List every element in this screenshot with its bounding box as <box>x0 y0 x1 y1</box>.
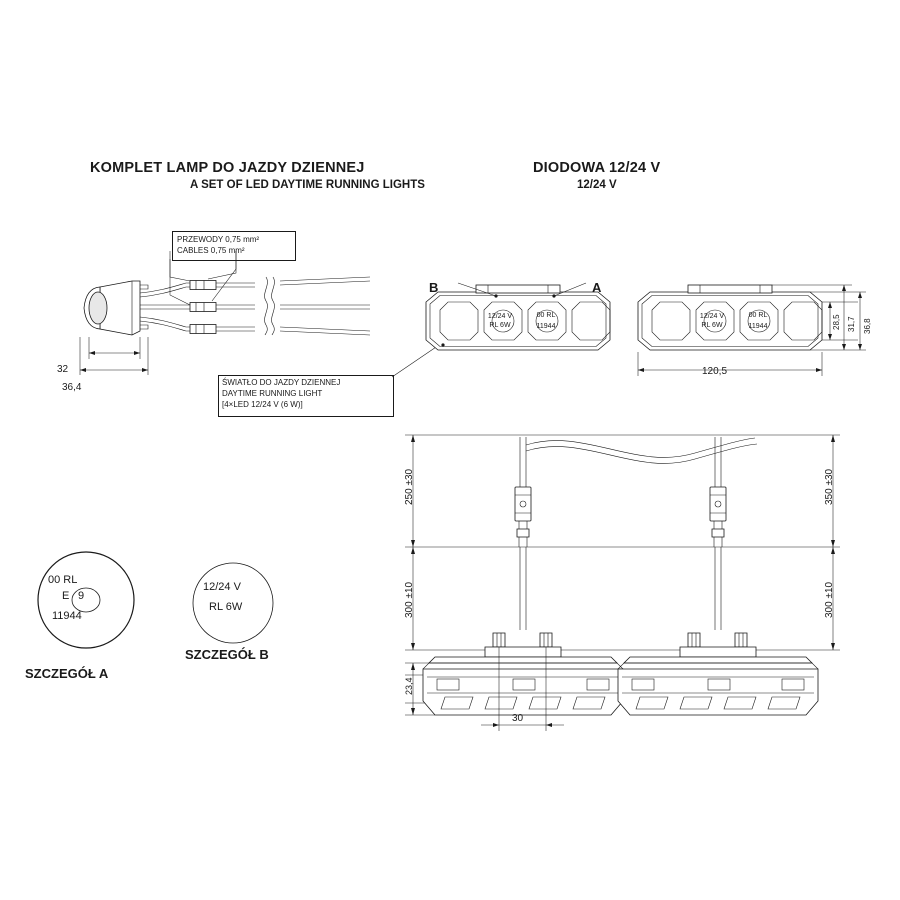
inline-connector-right <box>710 487 726 547</box>
drl-note-line3: [4×LED 12/24 V (6 W)] <box>222 400 303 409</box>
cable-run <box>520 437 757 487</box>
callout-a-label: A <box>592 280 602 295</box>
dim-cable-left-label: 250 ±30 <box>404 468 415 505</box>
drl-note-line1: ŚWIATŁO DO JAZDY DZIENNEJ <box>222 378 341 387</box>
dim-lamp-h-mid-label: 31,7 <box>847 316 856 332</box>
dim-body-height-label: 23,4 <box>404 677 414 695</box>
lamp-mark-r2-line2: RL 6W <box>701 322 723 329</box>
type-polish: DIODOWA 12/24 V <box>533 160 661 176</box>
lamp-mark-left-line2: RL 6W <box>489 322 511 329</box>
lamp-mark-r2-line4: 11944 <box>748 323 768 330</box>
dim-mount-spacing-label: 30 <box>512 713 524 724</box>
lamp-front-view-right <box>630 280 870 390</box>
callout-b-label: B <box>429 280 439 295</box>
dim-connector-depth <box>80 337 148 375</box>
detail-a-line3: 11944 <box>52 610 82 622</box>
connector-body <box>84 281 148 335</box>
dim-lamp-length <box>638 352 822 376</box>
lamp-assembly-left <box>423 633 623 715</box>
inline-connector-left <box>515 487 531 547</box>
dim-connector-width-label: 32 <box>57 364 69 375</box>
title-polish: KOMPLET LAMP DO JAZDY DZIENNEJ <box>90 160 365 176</box>
wire-bundle <box>140 277 370 335</box>
drl-note-line2: DAYTIME RUNNING LIGHT <box>222 389 323 398</box>
lamp-assembly-right <box>618 633 818 715</box>
lamp-mark-right-line1: 00 RL <box>536 312 556 319</box>
dim-connector-depth-label: 36,4 <box>62 382 82 393</box>
dim-lamp-h-inner-label: 28,5 <box>832 314 841 330</box>
detail-a <box>28 548 148 658</box>
detail-b-line2: RL 6W <box>209 601 243 613</box>
title-english: A SET OF LED DAYTIME RUNNING LIGHTS <box>190 179 425 191</box>
detail-a-line1: 00 RL <box>48 574 78 586</box>
detail-a-e-number: 9 <box>78 590 85 602</box>
dim-connector-width <box>89 337 140 359</box>
assembly-view <box>385 425 855 745</box>
type-english: 12/24 V <box>577 179 617 191</box>
detail-b-line1: 12/24 V <box>203 581 241 593</box>
dim-drop-right-label: 300 ±10 <box>824 581 835 618</box>
dim-cable-right-label: 350 ±30 <box>824 468 835 505</box>
dim-lamp-h-outer-label: 36,8 <box>863 318 872 334</box>
detail-b-label: SZCZEGÓŁ B <box>185 647 269 662</box>
lamp-mark-r2-line1: 12/24 V <box>699 313 725 320</box>
lamp-mark-left-line1: 12/24 V <box>487 313 513 320</box>
detail-a-label: SZCZEGÓŁ A <box>25 666 109 681</box>
detail-a-e-mark: E <box>62 590 70 602</box>
cables-note-box <box>172 231 296 261</box>
lamp-front-view-left <box>418 280 618 360</box>
lamp-mark-r2-line3: 00 RL <box>748 312 768 319</box>
cables-note-line2: CABLES 0,75 mm² <box>177 246 245 255</box>
dim-lamp-length-label: 120,5 <box>702 366 728 377</box>
lamp-mark-right-line3: 11944 <box>536 323 556 330</box>
cables-note-line1: PRZEWODY 0,75 mm² <box>177 235 260 244</box>
dim-drop-left-label: 300 ±10 <box>404 581 415 618</box>
